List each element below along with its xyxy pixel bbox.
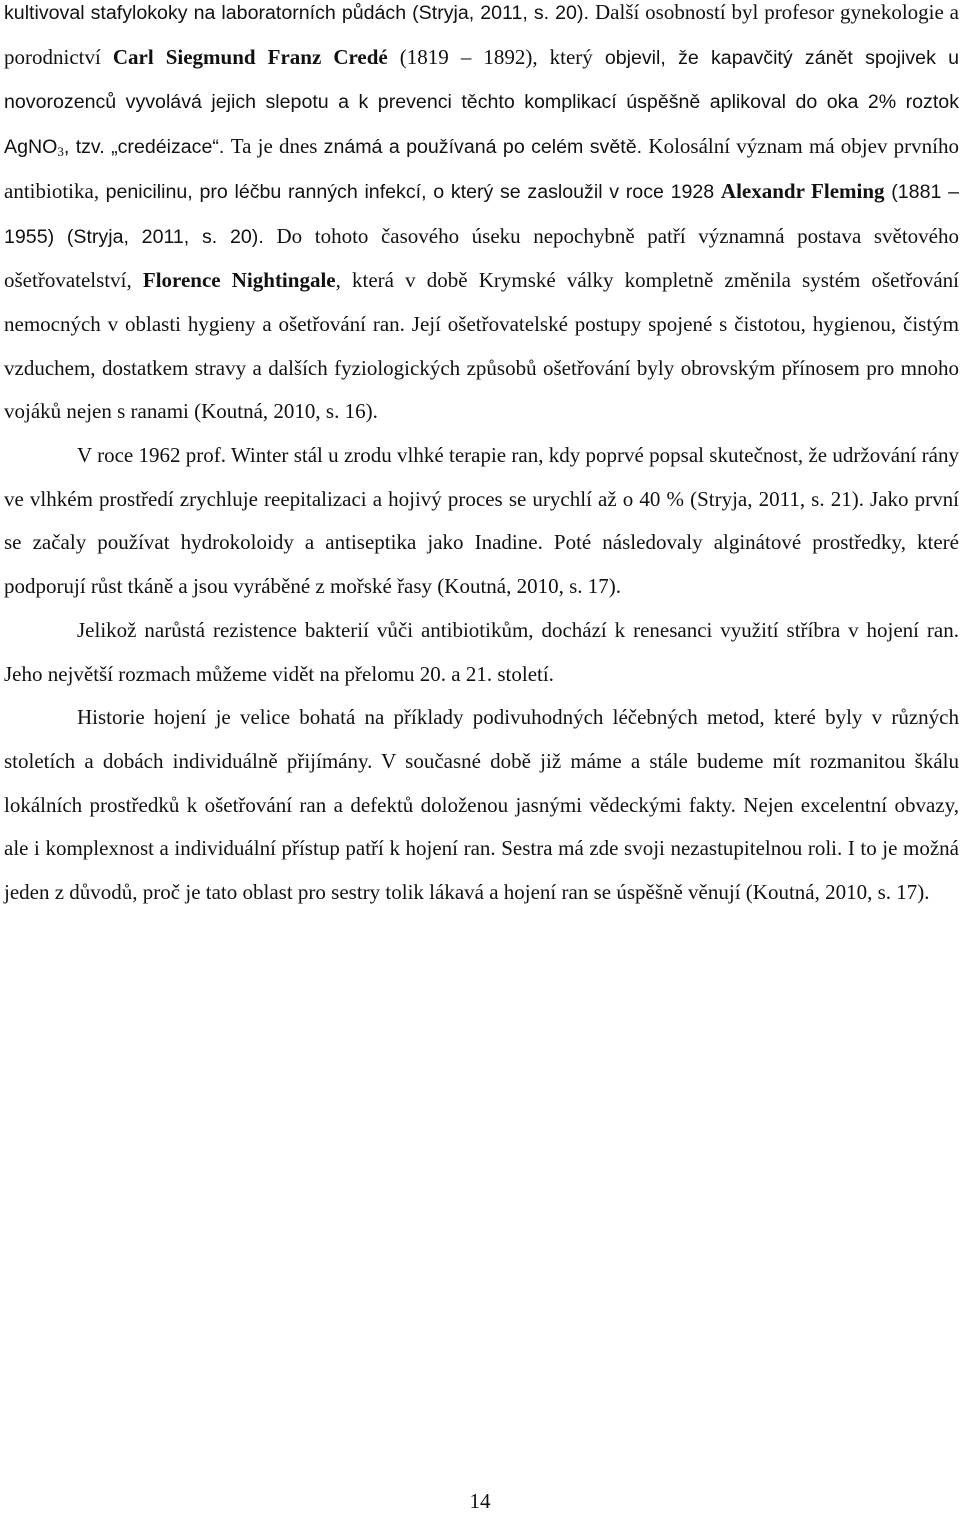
paragraph-moist-therapy xyxy=(4,434,959,609)
text-run: , tzv. „credéizace“. xyxy=(63,136,231,159)
text-run: Další osobností byl profesor gynekologie a porodnictví xyxy=(4,0,959,69)
body-text xyxy=(4,0,959,915)
text-run: penicilinu, pro léčbu ranných infekcí, o který se zasloužil v roce 1928 xyxy=(105,180,721,203)
text-run: Kolosální význam má objev prvního antibiotika, xyxy=(4,134,959,203)
paragraph-silver-renaissance xyxy=(4,609,959,696)
chemical-subscript: 3 xyxy=(57,144,64,160)
text-run: (1819 – 1892), který xyxy=(387,44,605,69)
text-run: objevil, že kapavčitý zánět spojivek u novorozenců vyvolává jejich slepotu a k prevenci těchto komplikací úspěšně aplikoval do oka 2% roztok AgNO xyxy=(4,46,959,159)
text-run: Ta je dnes xyxy=(230,134,324,159)
text-run: Do tohoto časového úseku nepochybně patří významná postava světového ošetřovatelství, xyxy=(4,223,959,293)
text-run: , která v době Krymské války kompletně změnila systém ošetřování nemocných v oblasti hygieny a ošetřování ran. Její ošetřovatelské postupy spojené s čistotou, hygienou, čistým vzduchem, dostatkem stravy a dalších fyziologických způsobů ošetřování byly obrovským přínosem pro mnoho vojáků nejen s ranami (Koutná, 2010, s. 16). xyxy=(4,268,959,424)
text-run: Jelikož narůstá rezistence bakterií vůči antibiotikům, dochází k renesanci využití stříbra v hojení ran. Jeho největší rozmach můžeme vidět na přelomu 20. a 21. století. xyxy=(4,617,959,686)
name-emphasis: Carl Siegmund Franz Credé xyxy=(112,44,388,69)
text-run: kultivoval stafylokoky na laboratorních půdách (Stryja, 2011, s. 20). xyxy=(4,2,595,24)
paragraph-history-summary xyxy=(4,696,959,915)
text-run: Historie hojení je velice bohatá na příklady podivuhodných léčebných metod, které byly v různých stoletích a dobách individuálně přijímány. V současné době již máme a stále budeme mít rozmanitou škálu lokálních prostředků k ošetřování ran a defektů doloženou jasnými vědeckými fakty. Nejen excelentní obvazy, ale i komplexnost a individuální přístup patří k hojení ran. Sestra má zde svoji nezastupitelnou roli. I to je možná jeden z důvodů, proč je tato oblast pro sestry tolik lákavá a hojení ran se úspěšně věnují (Koutná, 2010, s. 17). xyxy=(4,705,959,905)
paragraph-history-pioneers xyxy=(4,0,959,434)
name-emphasis: Florence Nightingale xyxy=(142,268,336,293)
text-run: (1881 – 1955) (Stryja, 2011, s. 20). xyxy=(4,180,959,248)
text-run: známá a používaná po celém světě. xyxy=(323,136,649,159)
page-number: 14 xyxy=(469,1489,491,1513)
name-emphasis: Alexandr Fleming xyxy=(720,178,885,203)
text-run: V roce 1962 prof. Winter stál u zrodu vlhké terapie ran, kdy poprvé popsal skutečnost, že udržování rány ve vlhkém prostředí zrychluje reepitalizaci a hojivý proces se urychlí až o 40 % (Stryja, 2011, s. 21). Jako první se začaly používat hydrokoloidy a antiseptika jako Inadine. Poté následovaly alginátové prostředky, které podporují růst tkáně a jsou vyráběné z mořské řasy (Koutná, 2010, s. 17). xyxy=(4,443,959,599)
